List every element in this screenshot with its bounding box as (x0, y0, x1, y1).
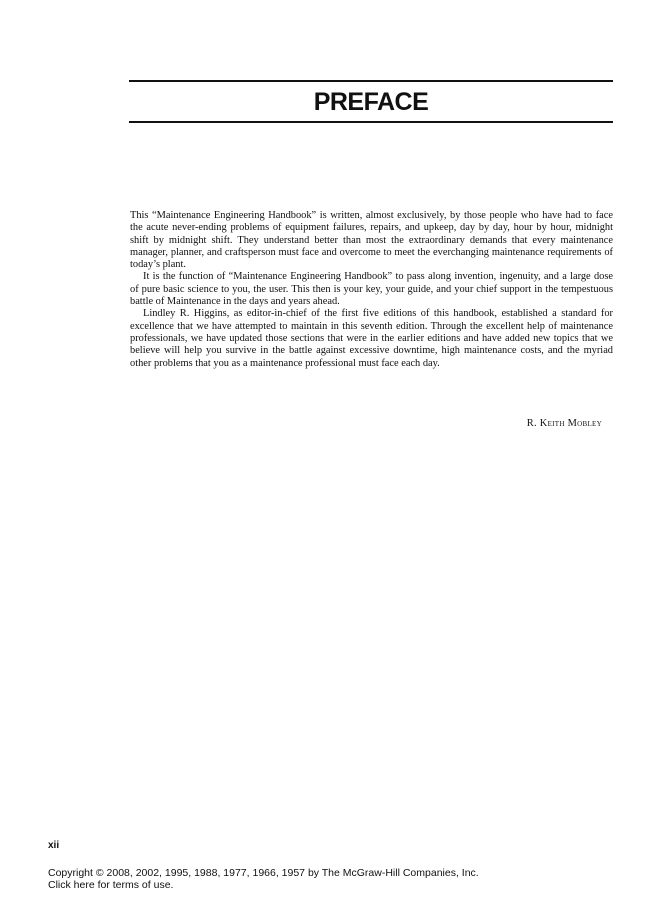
preface-paragraph-1: This “Maintenance Engineering Handbook” is written, almost exclusively, by those people who have had to face the acute never-ending problems of equipment failures, repairs, and upkeep, day by day, hour by hour, midnight shift by midnight shift. They understand better than most the extraordinary demands that every maintenance manager, planner, and craftsperson must face and overcome to meet the everchanging maintenance requirements of today’s plant. (130, 210, 613, 271)
preface-paragraph-3: Lindley R. Higgins, as editor-in-chief of the first five editions of this handbook, established a standard for excellence that we have attempted to maintain in this seventh edition. Through the excellent help of maintenance professionals, we have updated those sections that were in the earlier editions and have added new topics that we believe will help you survive in the battle against excessive downtime, high maintenance costs, and the myriad other problems that you as a maintenance professional must face each day. (130, 308, 613, 369)
preface-paragraph-2: It is the function of “Maintenance Engineering Handbook” to pass along invention, ingenuity, and a large dose of pure basic science to you, the user. This then is your key, your guide, and your chief support in the tempestuous battle of Maintenance in the days and years ahead. (130, 271, 613, 308)
page-number: xii (48, 840, 60, 851)
author-signature: R. Keith Mobley (526, 418, 602, 429)
copyright-notice: Copyright © 2008, 2002, 1995, 1988, 1977, 1966, 1957 by The McGraw-Hill Companies, Inc. (48, 867, 479, 879)
title-rule-top (129, 80, 613, 82)
title-rule-bottom (129, 121, 613, 123)
terms-of-use-link[interactable]: Click here for terms of use. (48, 879, 174, 891)
footer (48, 867, 479, 891)
page-title: PREFACE (313, 88, 429, 116)
preface-body (130, 210, 613, 370)
